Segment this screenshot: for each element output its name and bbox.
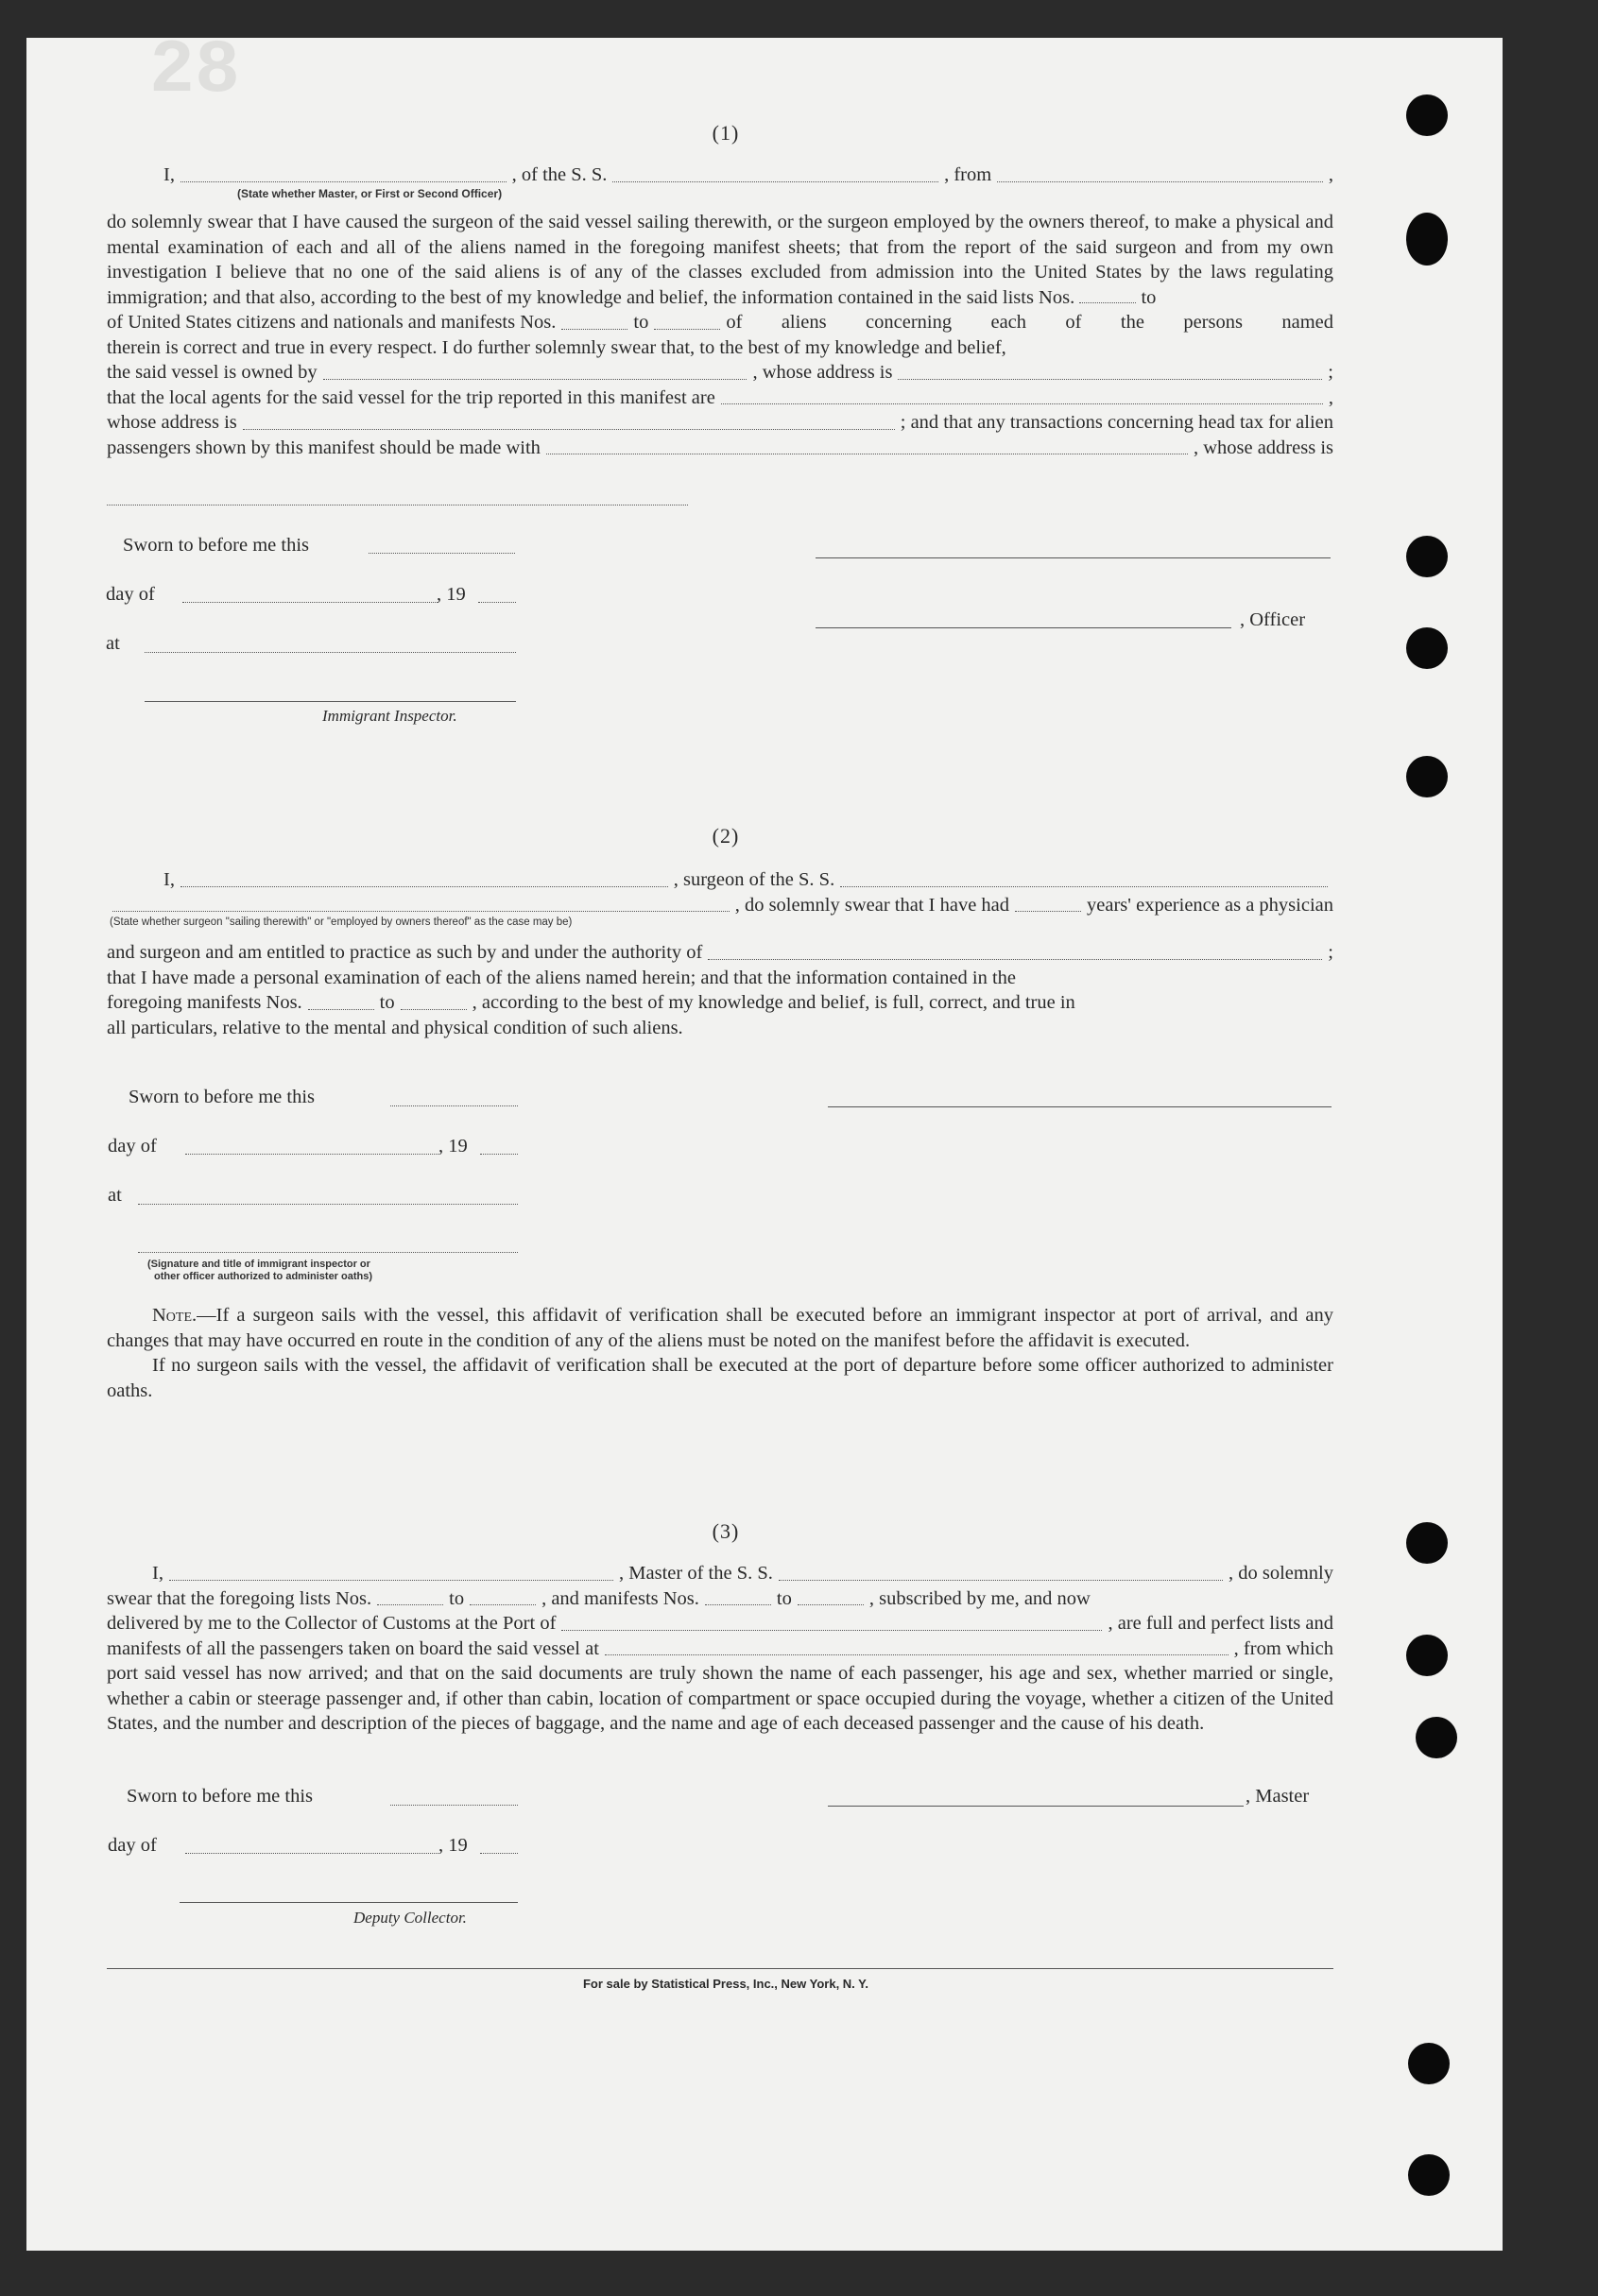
signature-note-2: other officer authorized to administer oaths): [154, 1271, 373, 1282]
sworn-row-1: Sworn to before me this: [123, 535, 309, 556]
section-1-number: (1): [712, 121, 740, 145]
punch-hole-icon: [1406, 213, 1448, 266]
section-3-paragraph: port said vessel has now arrived; and that on the said documents are truly shown the name of each passenger, his age and sex, whether married or single, whether a cabin or steerage passenger and, if other than cabin, location of compartment or space occupied during the voyage, whether a citizen of the United States, and the number and description of the pieces of baggage, and the name and age of each deceased passenger and the cause of his death.: [107, 1663, 1333, 1734]
section-2-text: I, , surgeon of the S. S. , do solemnly swear that I have had years' experience as a physician: [107, 867, 1333, 917]
at-place-field-2[interactable]: [138, 1204, 518, 1205]
section-1-paragraph: do solemnly swear that I have caused the surgeon of the said vessel sailing therewith, or the surgeon employed by the owners thereof, to make a physical and mental examination of each and all of the aliens named in the foregoing manifest sheets; that from the report of the said surgeon and from my own investigation I believe that no one of the said aliens is of any of the classes excluded from admission into the United States by the laws regulating immigration; and that also, according to the best of my knowledge and belief, the information contained in the said lists Nos. to: [107, 212, 1333, 308]
head-tax-party-field[interactable]: [546, 453, 1188, 454]
boarding-port-field[interactable]: [605, 1653, 1229, 1655]
deputy-collector-label: Deputy Collector.: [353, 1909, 467, 1927]
month-field-3[interactable]: [185, 1853, 438, 1854]
years-experience-field[interactable]: [1015, 910, 1081, 912]
authority-field[interactable]: [708, 958, 1322, 960]
at-row-2: at: [108, 1185, 122, 1206]
deputy-collector-signature-line[interactable]: [180, 1902, 518, 1903]
oath-officer-signature-line[interactable]: [138, 1252, 518, 1253]
master-name-field[interactable]: [169, 1579, 613, 1581]
immigrant-inspector-label: Immigrant Inspector.: [322, 707, 457, 725]
owner-address-field[interactable]: [898, 378, 1322, 380]
master-manifests-to-field[interactable]: [798, 1603, 864, 1605]
sworn-date-field-1[interactable]: [369, 553, 515, 554]
officer-signature-line[interactable]: [816, 627, 1231, 628]
manifest-verification-page: 28 (1) I, , of the S. S. , from , (State whether Master, or First or Second Officer) do solemnly swear that I have caused the surgeon of the said vessel sailing therewith, or the surgeon employed by the owners thereof, to make a physical and mental examination of each and all of the aliens named in the foregoing manifest sheets; that from the report of the said surgeon and from my own investigation I believe that no one of the said aliens is of any of the classes excluded from admission into the United States by the laws regulating immigration; and that also, according to the best of my knowledge and belief, the information contained in the said lists Nos. to of United States citizens and nationals and manifests Nos. to of aliens concerning each of the persons named therein is correct and true in every respect. I do further solemnly swear that, to the best of my knowledge and belief, the said vessel is owned by , whose address is ; that the local agents for the said vessel for the trip reported in this manifest are , whose address is ; and that any transactions concerning head tax for alien passengers shown by this manifest should be made with , whose address is Sworn to before me this day of , 19 , Officer at Immigrant Inspector. (2) I, , surgeon of the S. S. , do solemnly swear that I have had years' experience as a physician (State whether surgeon "sailing therewith" or "employed by owners thereof" as the case may be) and surgeon and am entitled to practice as such by and under the authority of ; that I have made a personal examination of each of the aliens named herein; and that the information contained in the foregoing manifests Nos. to , according to the best of my knowledge and belief, is full, correct, and true in all particulars, relative to the mental and physical condition of such aliens. Sworn to before me this day of , 19 at (Signature and title of immigrant inspector or other officer authorized to administer oaths) Note.—If a surgeon sails with the vessel, this affidavit of verification shall be executed before an immigrant inspector at port of arrival, and any changes that may have occurred en route in the condition of any of the aliens must be noted on the manifest before the affidavit is executed. If no surgeon sails with the vessel, the affidavit of verification shall be executed at the port of departure before some officer authorized to administer oaths. (3) I, , Master of the S. S. , do solemnly swear that the foregoing lists Nos. to , and manifests Nos. to , subscribed by me, and now delivered by me to the Collector of Customs at the Port of , are full and perfect lists and manifests of all the passengers taken on board the said vessel at , from which port said vessel has now arrived; and that on the said documents are truly shown the name of each passenger, his age and sex, whether married or single, whether a cabin or steerage passenger and, if other than cabin, location of compartment or space occupied during the voyage, whether a citizen of the United States, and the number and description of the pieces of baggage, and the name and age of each deceased passenger and the cause of his death. Sworn to before me this , Master day of , 19 Deputy Collector. For sale by Statistical Press, Inc., New York, N. Y.: [26, 38, 1503, 2251]
signature-note-1: (Signature and title of immigrant inspector or: [147, 1259, 370, 1270]
sworn-row-2: Sworn to before me this: [129, 1087, 315, 1107]
section-1-body: do solemnly swear that I have caused the surgeon of the said vessel sailing therewith, or the surgeon employed by the owners thereof, to make a physical and mental examination of each and all of the aliens named in the foregoing manifest sheets; that from the report of the said surgeon and from my own investigation I believe that no one of the said aliens is of any of the classes excluded from admission into the United States by the laws regulating immigration; and that also, according to the best of my knowledge and belief, the information contained in the said lists Nos. to of United States citizens and nationals and manifests Nos. to of aliens concerning each of the persons named therein is correct and true in every respect. I do further solemnly swear that, to the best of my knowledge and belief, the said vessel is owned by , whose address is ; that the local agents for the said vessel for the trip reported in this manifest are , whose address is ; and that any transactions concerning head tax for alien passengers shown by this manifest should be made with , whose address is: [107, 212, 1333, 458]
officer-title-note: (State whether Master, or First or Second Officer): [237, 187, 503, 200]
master-vessel-field[interactable]: [779, 1579, 1223, 1581]
inspector-signature-line[interactable]: [145, 701, 516, 702]
manifest-from-field[interactable]: [561, 328, 627, 330]
surgeon-manifest-to-field[interactable]: [401, 1008, 467, 1010]
signature-line-1[interactable]: [816, 557, 1331, 558]
section-2-number: (2): [712, 824, 740, 848]
sworn-date-field-2[interactable]: [390, 1105, 518, 1106]
surgeon-manifest-from-field[interactable]: [308, 1008, 374, 1010]
master-lists-to-field[interactable]: [470, 1603, 536, 1605]
owner-field[interactable]: [323, 378, 747, 380]
footer-rule: [107, 1968, 1333, 1969]
section-3-text: I, , Master of the S. S. , do solemnly swear that the foregoing lists Nos. to , and manifests Nos. to , subscribed by me, and now delivered by me to the Collector of Customs at the Port of , are full and perfect lists and manifests of all the passengers taken on board the said vessel at , from which port said vessel has now arrived; and that on the said documents are truly shown the name of each passenger, his age and sex, whether married or single, whether a cabin or steerage passenger and, if other than cabin, location of compartment or space occupied during the voyage, whether a citizen of the United States, and the number and description of the pieces of baggage, and the name and age of each deceased passenger and the cause of his death.: [107, 1561, 1333, 1737]
year-field-2[interactable]: [480, 1154, 518, 1155]
customs-port-field[interactable]: [561, 1629, 1102, 1631]
surgeon-name-field[interactable]: [180, 885, 668, 887]
footer-publisher: For sale by Statistical Press, Inc., New York, N. Y.: [582, 1977, 869, 1991]
punch-hole-icon: [1406, 536, 1448, 577]
agents-address-field[interactable]: [243, 428, 895, 430]
section-2-body: and surgeon and am entitled to practice as such by and under the authority of ; that I have made a personal examination of each of the aliens named herein; and that the information contained in the foregoing manifests Nos. to , according to the best of my knowledge and belief, is full, correct, and true in all particulars, relative to the mental and physical condition of such aliens.: [107, 942, 1333, 1038]
punch-hole-icon: [1408, 2154, 1450, 2196]
punch-hole-icon: [1416, 1717, 1457, 1758]
master-signature-line[interactable]: [828, 1806, 1244, 1807]
day-of-row-3: day of: [108, 1835, 157, 1856]
year-field-1[interactable]: [478, 602, 516, 603]
month-field-2[interactable]: [185, 1154, 438, 1155]
section-3-number: (3): [712, 1519, 740, 1543]
month-field-1[interactable]: [182, 602, 438, 603]
punch-hole-icon: [1406, 1635, 1448, 1676]
surgeon-vessel-field[interactable]: [840, 885, 1328, 887]
vessel-name-field[interactable]: [612, 180, 938, 182]
sworn-date-field-3[interactable]: [390, 1805, 518, 1806]
local-agents-field[interactable]: [721, 403, 1323, 404]
day-of-row-2: day of: [108, 1136, 157, 1157]
surgeon-type-field[interactable]: [112, 910, 730, 912]
departure-port-field[interactable]: [997, 180, 1323, 182]
master-manifests-from-field[interactable]: [705, 1603, 771, 1605]
lists-from-field[interactable]: [1079, 302, 1136, 303]
sworn-row-3: Sworn to before me this: [127, 1786, 313, 1807]
at-place-field-1[interactable]: [145, 652, 516, 653]
surgeon-type-note: (State whether surgeon "sailing therewith" or "employed by owners thereof" as the case may be): [110, 917, 573, 928]
punch-hole-icon: [1408, 2043, 1450, 2084]
day-of-row-1: day of: [106, 584, 155, 605]
stamp-number: 28: [149, 38, 241, 114]
surgeon-signature-line[interactable]: [828, 1106, 1332, 1107]
master-lists-from-field[interactable]: [377, 1603, 443, 1605]
punch-hole-icon: [1406, 627, 1448, 669]
punch-hole-icon: [1406, 756, 1448, 797]
manifest-to-field[interactable]: [654, 328, 720, 330]
year-field-3[interactable]: [480, 1853, 518, 1854]
officer-title-field[interactable]: [180, 180, 507, 182]
surgeon-note: Note.—If a surgeon sails with the vessel, this affidavit of verification shall be executed before an immigrant inspector at port of arrival, and any changes that may have occurred en route in the condition of any of the aliens must be noted on the manifest before the affidavit is executed. If no surgeon sails with the vessel, the affidavit of verification shall be executed at the port of departure before some officer authorized to administer oaths.: [107, 1305, 1333, 1401]
at-row-1: at: [106, 633, 120, 654]
section-1-text: I, , of the S. S. , from ,: [163, 164, 1334, 185]
